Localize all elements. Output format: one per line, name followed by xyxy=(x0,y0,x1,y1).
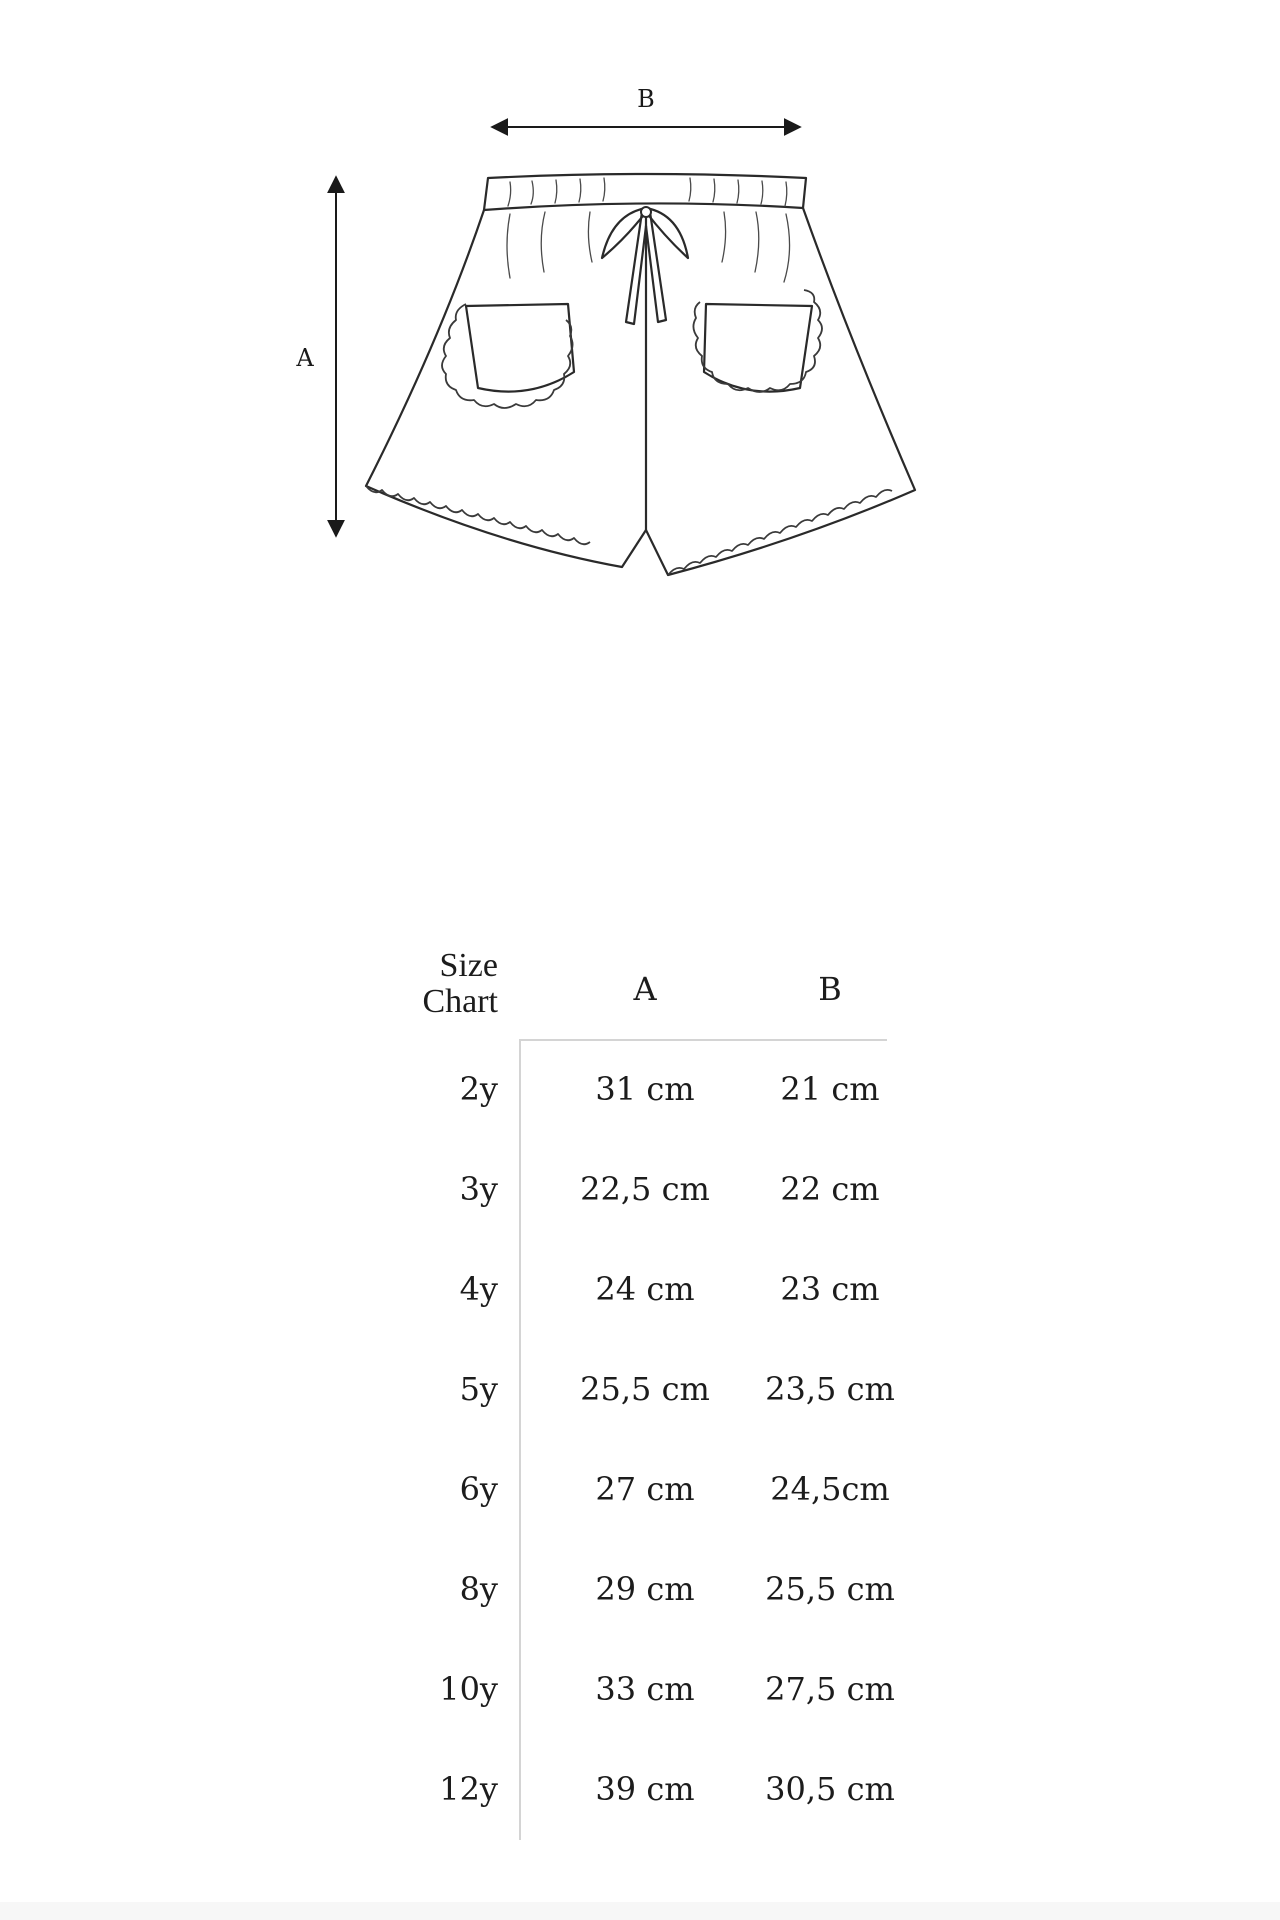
table-row xyxy=(380,1740,900,1840)
size-label: 4y xyxy=(459,1270,498,1308)
size-chart-header-row xyxy=(380,940,900,1030)
measurement-a: 39 cm xyxy=(595,1770,695,1808)
table-row xyxy=(380,1040,900,1140)
size-label: 10y xyxy=(439,1670,498,1708)
right-pocket xyxy=(693,290,822,392)
measurement-b: 30,5 cm xyxy=(765,1770,895,1808)
table-row xyxy=(380,1340,900,1440)
table-row xyxy=(380,1240,900,1340)
size-chart-title-line1: Size xyxy=(439,947,498,984)
measurement-b: 21 cm xyxy=(780,1070,880,1108)
table-row xyxy=(380,1540,900,1640)
column-header-a: A xyxy=(633,970,657,1008)
size-chart-title-line2: Chart xyxy=(422,983,498,1020)
dimension-b-label: B xyxy=(637,85,655,113)
measurement-b: 23 cm xyxy=(780,1270,880,1308)
table-row xyxy=(380,1140,900,1240)
table-row xyxy=(380,1640,900,1740)
measurement-b: 27,5 cm xyxy=(765,1670,895,1708)
size-label: 2y xyxy=(459,1070,498,1108)
size-label: 6y xyxy=(459,1470,498,1508)
measurement-a: 22,5 cm xyxy=(580,1170,710,1208)
size-chart-table xyxy=(380,940,900,1808)
left-pocket xyxy=(442,304,574,408)
waistband-gathers xyxy=(508,178,787,206)
table-row xyxy=(380,1440,900,1540)
measurement-b: 23,5 cm xyxy=(765,1370,895,1408)
measurement-a: 33 cm xyxy=(595,1670,695,1708)
page-footer-band xyxy=(0,1902,1280,1920)
measurement-a: 31 cm xyxy=(595,1070,695,1108)
measurement-a: 24 cm xyxy=(595,1270,695,1308)
size-label: 3y xyxy=(459,1170,498,1208)
size-label: 5y xyxy=(459,1370,498,1408)
column-header-b: B xyxy=(818,970,842,1008)
size-label: 8y xyxy=(459,1570,498,1608)
measurement-a: 29 cm xyxy=(595,1570,695,1608)
measurement-b: 25,5 cm xyxy=(765,1570,895,1608)
shorts-measurement-diagram xyxy=(0,0,1280,620)
size-chart-title xyxy=(380,948,498,1020)
shorts-outline xyxy=(366,174,915,575)
size-label: 12y xyxy=(439,1770,498,1808)
measurement-b: 24,5cm xyxy=(770,1470,890,1508)
measurement-a: 27 cm xyxy=(595,1470,695,1508)
measurement-a: 25,5 cm xyxy=(580,1370,710,1408)
measurement-b: 22 cm xyxy=(780,1170,880,1208)
shorts-technical-drawing-icon xyxy=(0,0,1280,620)
dimension-a-label: A xyxy=(296,344,314,372)
